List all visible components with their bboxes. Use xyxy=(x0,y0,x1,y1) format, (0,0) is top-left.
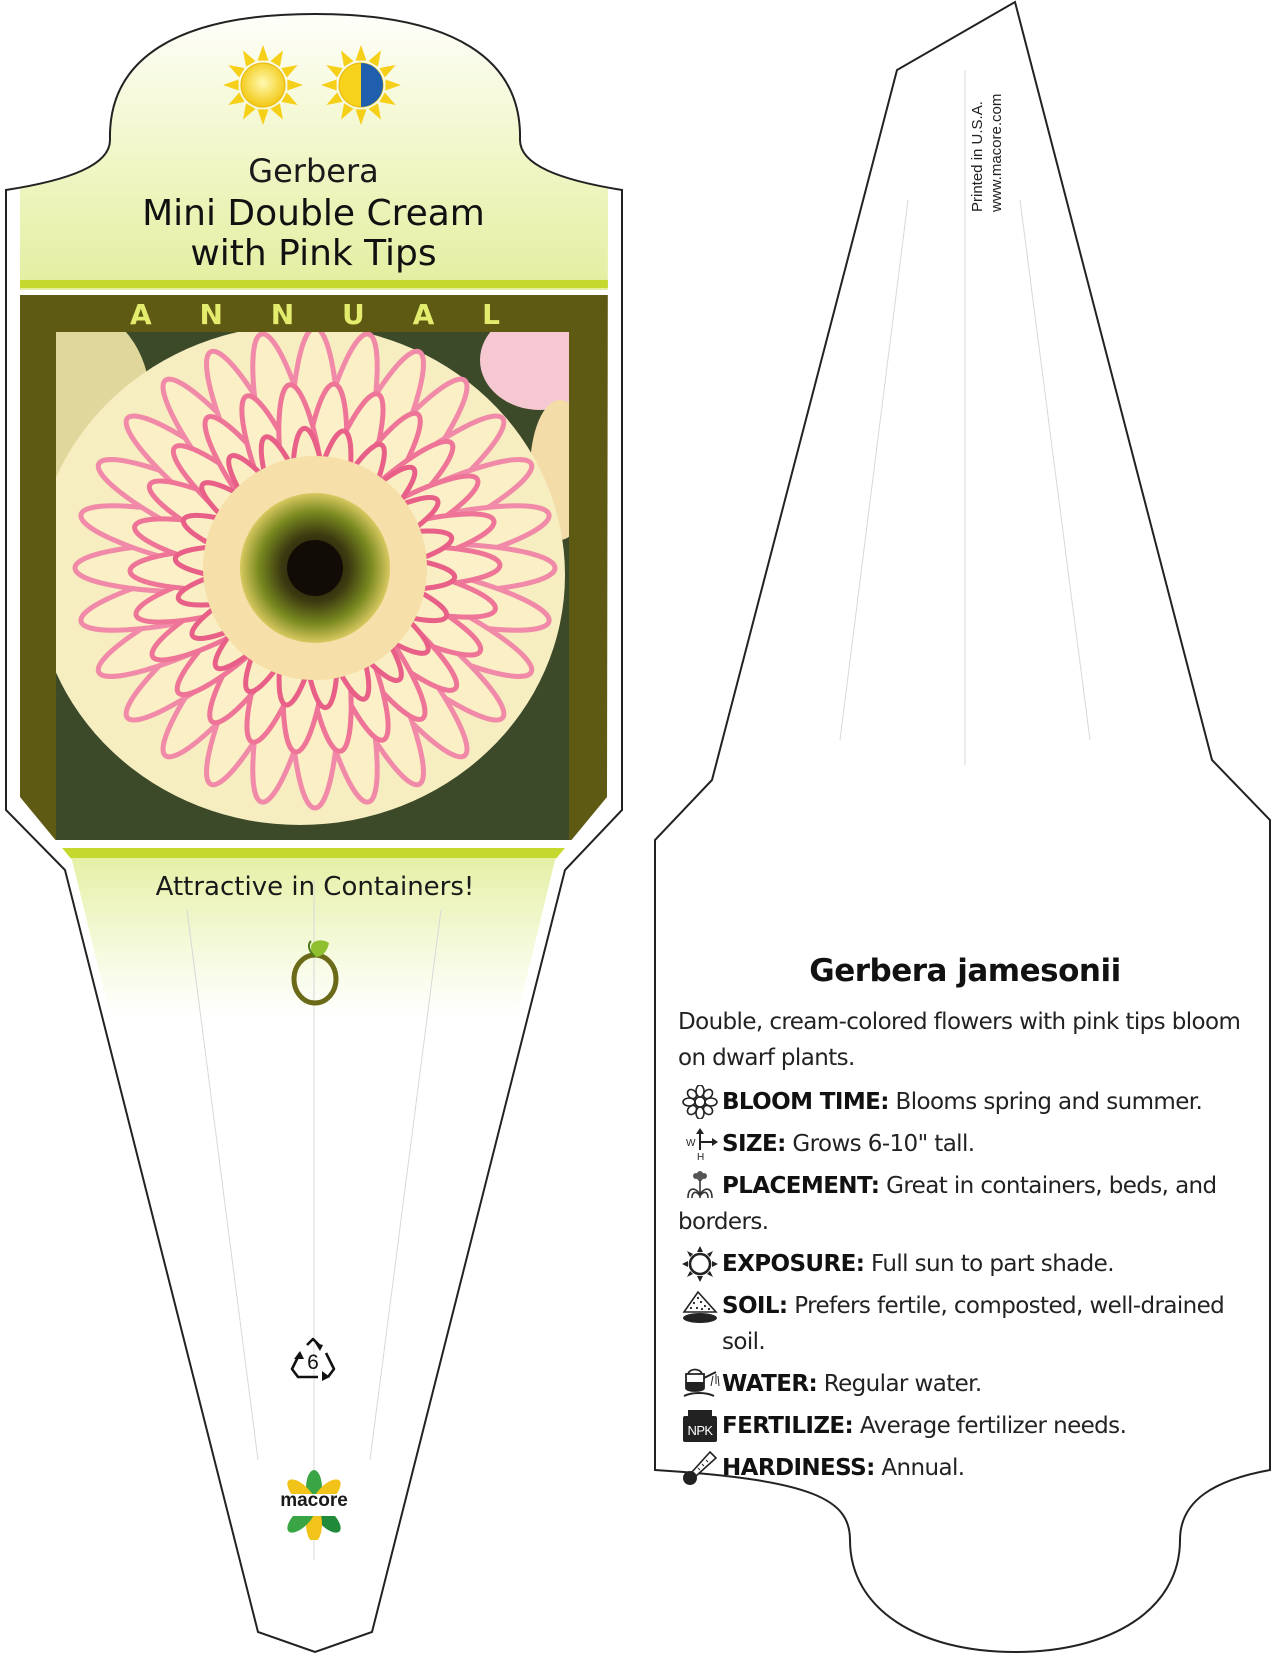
care-water xyxy=(678,1366,1258,1402)
care-placement xyxy=(678,1168,1258,1240)
full-sun-icon xyxy=(222,44,304,126)
sun-ray xyxy=(368,103,381,119)
care-soil xyxy=(678,1288,1258,1360)
sun-ray xyxy=(270,103,283,119)
plant-genus: Gerbera xyxy=(248,152,379,190)
thermometer-icon xyxy=(678,1450,722,1486)
size-icon-h: H xyxy=(697,1152,704,1162)
sun-ray xyxy=(356,45,367,61)
sun-ray xyxy=(341,50,354,66)
care-text: Blooms spring and summer. xyxy=(888,1089,1203,1115)
category-letter: N xyxy=(199,298,223,331)
part-sun-icon xyxy=(320,44,402,126)
care-fertilize xyxy=(678,1408,1258,1444)
category-letter: U xyxy=(342,298,365,331)
watering-can-icon xyxy=(678,1366,722,1402)
size-icon-w: W xyxy=(686,1138,695,1149)
sun-outline-icon xyxy=(678,1246,722,1282)
npk-icon xyxy=(678,1408,722,1444)
category-letter: L xyxy=(482,298,500,331)
care-text: Grows 6-10" tall. xyxy=(785,1131,975,1157)
sun-ray xyxy=(270,50,283,66)
sun-ray xyxy=(379,92,395,105)
sun-ray xyxy=(356,109,367,125)
printed-in-text: Printed in U.S.A. xyxy=(969,101,986,212)
care-label: SIZE: xyxy=(722,1131,786,1157)
macore-logo-text: macore xyxy=(280,1490,348,1511)
category-letter: N xyxy=(270,298,295,331)
sun-ray xyxy=(258,45,269,61)
npk-icon-text: NPK xyxy=(687,1423,713,1438)
container-plant-icon xyxy=(285,935,345,1007)
plant-variety xyxy=(20,194,607,274)
care-bloom-time xyxy=(678,1084,1258,1120)
sun-ray xyxy=(228,65,244,78)
care-label: WATER: xyxy=(722,1371,818,1397)
care-size xyxy=(678,1126,1258,1162)
soil-icon xyxy=(678,1288,722,1324)
sun-ray xyxy=(326,92,342,105)
botanical-name: Gerbera jamesonii xyxy=(809,953,1121,989)
sun-ray xyxy=(281,92,297,105)
sun-ray xyxy=(321,80,337,91)
flower-icon xyxy=(678,1084,722,1120)
sun-ray xyxy=(379,65,395,78)
sun-ray xyxy=(368,50,381,66)
care-text: Regular water. xyxy=(817,1371,982,1397)
sun-ray xyxy=(223,80,239,91)
variety-line-2: with Pink Tips xyxy=(190,233,437,274)
sun-ray xyxy=(385,80,401,91)
care-text: Average fertilizer needs. xyxy=(853,1413,1127,1439)
care-text: Prefers fertile, composted, well-drained soil. xyxy=(722,1293,1225,1355)
care-label: FERTILIZE: xyxy=(722,1413,854,1439)
category-letter: A xyxy=(130,298,152,331)
care-text: Great in containers, beds, and borders. xyxy=(678,1173,1217,1235)
care-label: HARDINESS: xyxy=(722,1455,875,1481)
sun-ray xyxy=(243,103,256,119)
sun-ray xyxy=(258,109,269,125)
feature-text: Attractive in Containers! xyxy=(155,872,475,902)
care-text: Annual. xyxy=(874,1455,965,1481)
sun-ray xyxy=(326,65,342,78)
care-label: EXPOSURE: xyxy=(722,1251,865,1277)
recycle-number: 6 xyxy=(307,1351,319,1374)
sun-ray xyxy=(228,92,244,105)
sun-ray xyxy=(341,103,354,119)
sun-ray xyxy=(243,50,256,66)
size-arrows-icon xyxy=(678,1126,722,1162)
care-label: PLACEMENT: xyxy=(722,1173,880,1199)
care-label: SOIL: xyxy=(722,1293,788,1319)
care-text: Full sun to part shade. xyxy=(864,1251,1114,1277)
sun-ray xyxy=(281,65,297,78)
care-exposure xyxy=(678,1246,1258,1282)
plant-category xyxy=(130,298,500,331)
care-hardiness xyxy=(678,1450,1258,1486)
plant-description: Double, cream-colored flowers with pink tips bloom on dwarf plants. xyxy=(678,1009,1241,1071)
printed-info xyxy=(968,52,1005,212)
sun-ray xyxy=(287,80,303,91)
variety-line-1: Mini Double Cream xyxy=(142,193,485,234)
category-letter: A xyxy=(412,298,435,331)
care-instructions xyxy=(678,1084,1258,1492)
website-text: www.macore.com xyxy=(988,93,1005,212)
care-label: BLOOM TIME: xyxy=(722,1089,889,1115)
